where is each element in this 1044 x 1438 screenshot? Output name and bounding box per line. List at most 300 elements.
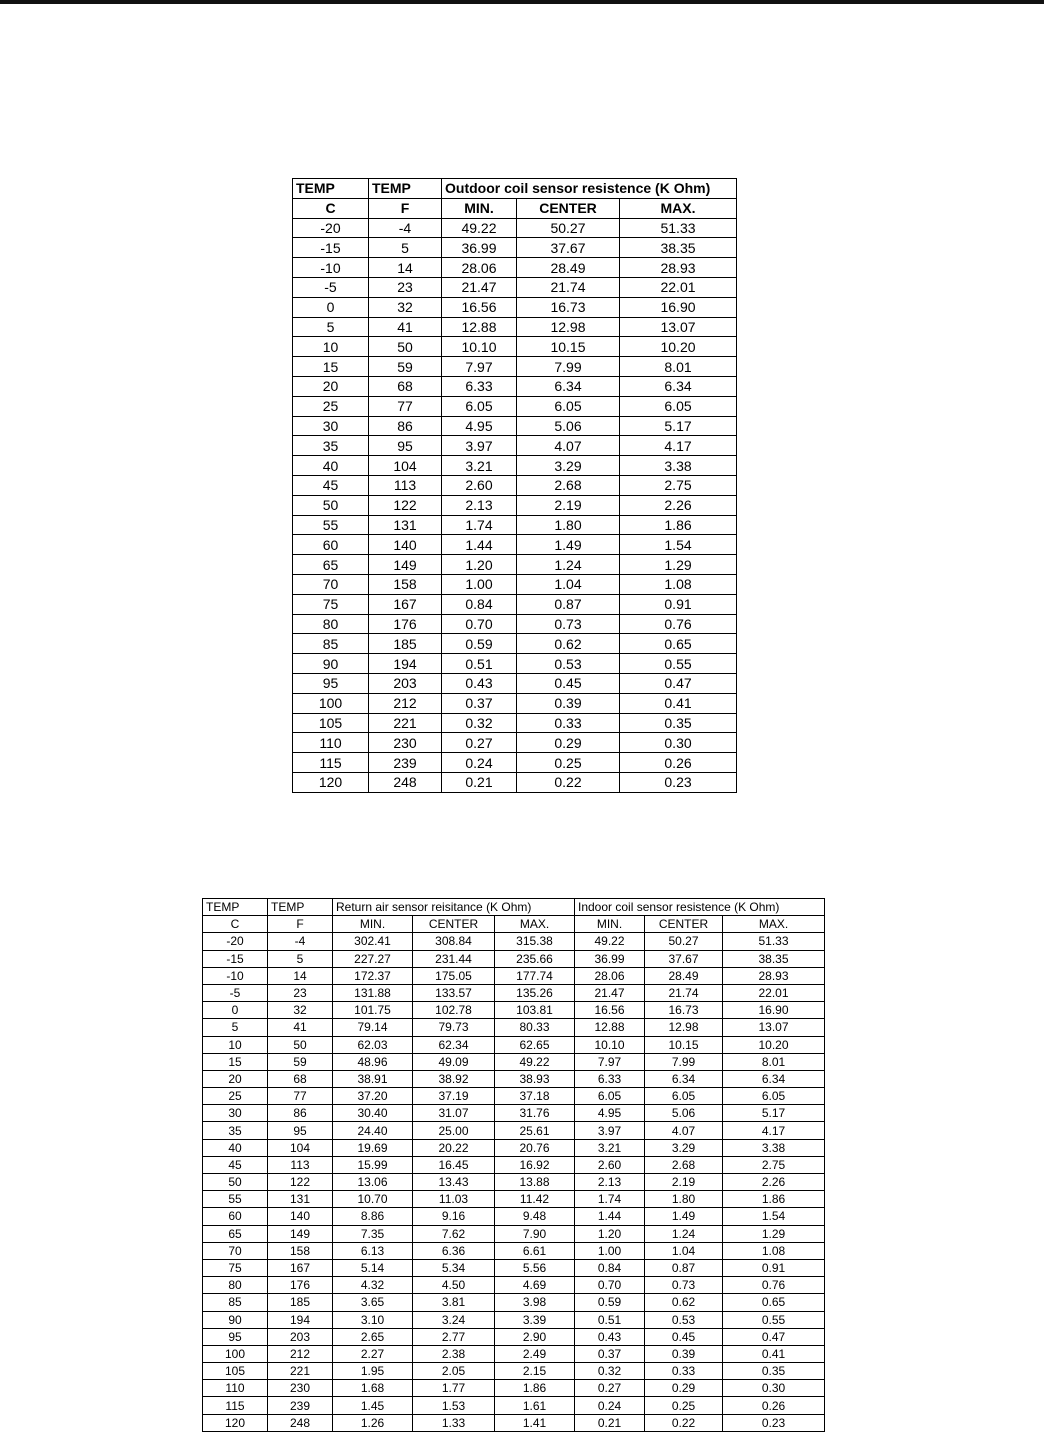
cell-max: 5.17	[620, 416, 737, 436]
cell-indoor-min: 28.06	[575, 967, 645, 984]
cell-temp-c: 5	[203, 1019, 268, 1036]
cell-max: 8.01	[620, 357, 737, 377]
cell-temp-f: 5	[369, 238, 442, 258]
cell-indoor-center: 0.53	[645, 1311, 723, 1328]
cell-indoor-max: 0.41	[723, 1345, 825, 1362]
cell-temp-c: 95	[203, 1328, 268, 1345]
table-row	[203, 1053, 825, 1070]
cell-temp-c: 50	[293, 495, 369, 515]
subheader-f: F	[369, 198, 442, 218]
cell-center: 10.15	[517, 337, 620, 357]
cell-indoor-center: 1.80	[645, 1191, 723, 1208]
cell-temp-f: 113	[369, 475, 442, 495]
cell-indoor-center: 0.73	[645, 1277, 723, 1294]
cell-indoor-center: 4.07	[645, 1122, 723, 1139]
cell-return-max: 37.18	[495, 1088, 575, 1105]
cell-max: 16.90	[620, 297, 737, 317]
cell-temp-c: 25	[293, 396, 369, 416]
cell-return-center: 37.19	[413, 1088, 495, 1105]
cell-temp-f: 14	[268, 967, 333, 984]
cell-indoor-min: 0.21	[575, 1414, 645, 1431]
table-row	[203, 1019, 825, 1036]
cell-return-max: 38.93	[495, 1070, 575, 1087]
cell-temp-c: 90	[293, 654, 369, 674]
cell-temp-c: -15	[293, 238, 369, 258]
cell-center: 0.87	[517, 594, 620, 614]
cell-temp-c: 60	[203, 1208, 268, 1225]
table-row	[203, 1105, 825, 1122]
cell-center: 16.73	[517, 297, 620, 317]
cell-temp-f: 131	[369, 515, 442, 535]
cell-return-min: 4.32	[333, 1277, 413, 1294]
cell-temp-c: 100	[293, 693, 369, 713]
cell-return-min: 5.14	[333, 1259, 413, 1276]
cell-indoor-min: 2.13	[575, 1174, 645, 1191]
cell-max: 0.76	[620, 614, 737, 634]
cell-temp-f: 23	[268, 984, 333, 1001]
cell-temp-c: 120	[203, 1414, 268, 1431]
cell-return-min: 101.75	[333, 1002, 413, 1019]
cell-max: 1.86	[620, 515, 737, 535]
cell-max: 4.17	[620, 436, 737, 456]
cell-indoor-min: 0.59	[575, 1294, 645, 1311]
cell-return-max: 49.22	[495, 1053, 575, 1070]
table-row	[203, 1088, 825, 1105]
cell-return-max: 3.39	[495, 1311, 575, 1328]
cell-indoor-center: 7.99	[645, 1053, 723, 1070]
cell-max: 6.34	[620, 376, 737, 396]
table-row	[203, 1139, 825, 1156]
table-row	[203, 967, 825, 984]
cell-temp-f: 32	[369, 297, 442, 317]
table-row	[293, 555, 737, 575]
cell-indoor-center: 2.19	[645, 1174, 723, 1191]
cell-min: 49.22	[442, 218, 517, 238]
cell-indoor-max: 28.93	[723, 967, 825, 984]
table-row	[293, 495, 737, 515]
cell-indoor-center: 1.24	[645, 1225, 723, 1242]
cell-temp-f: 140	[369, 535, 442, 555]
cell-return-center: 2.77	[413, 1328, 495, 1345]
cell-center: 0.22	[517, 772, 620, 792]
cell-return-min: 172.37	[333, 967, 413, 984]
cell-indoor-center: 0.29	[645, 1380, 723, 1397]
cell-min: 36.99	[442, 238, 517, 258]
cell-return-min: 37.20	[333, 1088, 413, 1105]
cell-indoor-center: 0.22	[645, 1414, 723, 1431]
cell-return-center: 25.00	[413, 1122, 495, 1139]
table-row	[203, 1363, 825, 1380]
cell-temp-f: 113	[268, 1156, 333, 1173]
cell-return-center: 133.57	[413, 984, 495, 1001]
cell-return-min: 3.65	[333, 1294, 413, 1311]
cell-indoor-min: 12.88	[575, 1019, 645, 1036]
cell-temp-c: 40	[203, 1139, 268, 1156]
cell-temp-c: 105	[203, 1363, 268, 1380]
cell-indoor-max: 0.91	[723, 1259, 825, 1276]
cell-indoor-min: 0.70	[575, 1277, 645, 1294]
cell-return-max: 177.74	[495, 967, 575, 984]
cell-temp-f: 77	[268, 1088, 333, 1105]
subheader-c: C	[293, 198, 369, 218]
table-row	[203, 950, 825, 967]
table-row	[293, 693, 737, 713]
cell-temp-c: 65	[293, 555, 369, 575]
cell-temp-f: 149	[369, 555, 442, 575]
cell-temp-c: 15	[293, 357, 369, 377]
cell-indoor-center: 0.62	[645, 1294, 723, 1311]
cell-temp-f: 95	[268, 1122, 333, 1139]
cell-indoor-center: 2.68	[645, 1156, 723, 1173]
cell-center: 0.45	[517, 673, 620, 693]
subheader-c: C	[203, 916, 268, 933]
cell-temp-f: 212	[369, 693, 442, 713]
cell-indoor-min: 0.27	[575, 1380, 645, 1397]
cell-indoor-min: 0.84	[575, 1259, 645, 1276]
cell-return-max: 5.56	[495, 1259, 575, 1276]
return-air-indoor-coil-sensor-table	[202, 898, 825, 1432]
cell-temp-f: 86	[268, 1105, 333, 1122]
cell-return-min: 38.91	[333, 1070, 413, 1087]
cell-return-max: 2.49	[495, 1345, 575, 1362]
table-row	[203, 1036, 825, 1053]
table-row	[293, 654, 737, 674]
cell-indoor-center: 6.05	[645, 1088, 723, 1105]
cell-indoor-center: 0.25	[645, 1397, 723, 1414]
cell-center: 37.67	[517, 238, 620, 258]
cell-temp-f: 158	[369, 574, 442, 594]
table-row	[293, 317, 737, 337]
cell-max: 0.47	[620, 673, 737, 693]
cell-center: 7.99	[517, 357, 620, 377]
table-row	[293, 634, 737, 654]
cell-min: 0.59	[442, 634, 517, 654]
subheader-min: MIN.	[442, 198, 517, 218]
cell-temp-f: 140	[268, 1208, 333, 1225]
cell-return-center: 7.62	[413, 1225, 495, 1242]
table-row	[203, 1242, 825, 1259]
subheader-f: F	[268, 916, 333, 933]
cell-center: 0.39	[517, 693, 620, 713]
cell-temp-f: 248	[268, 1414, 333, 1431]
cell-indoor-min: 0.43	[575, 1328, 645, 1345]
cell-temp-c: 80	[293, 614, 369, 634]
table-row	[293, 376, 737, 396]
cell-temp-c: 45	[293, 475, 369, 495]
cell-max: 1.08	[620, 574, 737, 594]
cell-center: 0.73	[517, 614, 620, 634]
cell-temp-f: 32	[268, 1002, 333, 1019]
cell-indoor-max: 0.76	[723, 1277, 825, 1294]
cell-center: 12.98	[517, 317, 620, 337]
cell-return-center: 38.92	[413, 1070, 495, 1087]
cell-min: 1.00	[442, 574, 517, 594]
cell-center: 0.53	[517, 654, 620, 674]
cell-return-center: 13.43	[413, 1174, 495, 1191]
cell-temp-c: 55	[203, 1191, 268, 1208]
cell-max: 1.54	[620, 535, 737, 555]
table-row	[293, 772, 737, 792]
cell-max: 0.30	[620, 733, 737, 753]
cell-center: 1.04	[517, 574, 620, 594]
cell-indoor-max: 0.26	[723, 1397, 825, 1414]
cell-return-center: 231.44	[413, 950, 495, 967]
cell-temp-c: 30	[293, 416, 369, 436]
table-row	[293, 594, 737, 614]
cell-min: 2.13	[442, 495, 517, 515]
cell-indoor-min: 1.20	[575, 1225, 645, 1242]
cell-temp-f: 203	[369, 673, 442, 693]
table-row	[203, 1311, 825, 1328]
cell-indoor-max: 1.54	[723, 1208, 825, 1225]
cell-min: 0.43	[442, 673, 517, 693]
cell-return-max: 25.61	[495, 1122, 575, 1139]
cell-return-min: 1.95	[333, 1363, 413, 1380]
cell-return-min: 13.06	[333, 1174, 413, 1191]
cell-indoor-min: 0.51	[575, 1311, 645, 1328]
table-row	[293, 337, 737, 357]
cell-indoor-min: 1.44	[575, 1208, 645, 1225]
cell-temp-c: 20	[203, 1070, 268, 1087]
cell-indoor-max: 6.34	[723, 1070, 825, 1087]
cell-temp-c: 60	[293, 535, 369, 555]
cell-temp-f: 158	[268, 1242, 333, 1259]
cell-temp-f: 68	[369, 376, 442, 396]
cell-return-min: 2.65	[333, 1328, 413, 1345]
cell-center: 28.49	[517, 258, 620, 278]
cell-return-max: 2.15	[495, 1363, 575, 1380]
cell-return-center: 2.38	[413, 1345, 495, 1362]
cell-temp-c: 0	[293, 297, 369, 317]
cell-return-max: 4.69	[495, 1277, 575, 1294]
cell-return-max: 315.38	[495, 933, 575, 950]
cell-indoor-center: 37.67	[645, 950, 723, 967]
cell-return-min: 10.70	[333, 1191, 413, 1208]
cell-center: 2.19	[517, 495, 620, 515]
cell-indoor-max: 1.08	[723, 1242, 825, 1259]
cell-indoor-max: 8.01	[723, 1053, 825, 1070]
cell-temp-c: 30	[203, 1105, 268, 1122]
cell-return-max: 1.61	[495, 1397, 575, 1414]
cell-center: 1.49	[517, 535, 620, 555]
cell-indoor-max: 5.17	[723, 1105, 825, 1122]
cell-return-max: 16.92	[495, 1156, 575, 1173]
table-row	[203, 1414, 825, 1431]
cell-min: 7.97	[442, 357, 517, 377]
cell-return-max: 31.76	[495, 1105, 575, 1122]
cell-indoor-min: 49.22	[575, 933, 645, 950]
cell-temp-f: 239	[268, 1397, 333, 1414]
cell-return-min: 1.26	[333, 1414, 413, 1431]
table-row	[293, 713, 737, 733]
cell-indoor-min: 7.97	[575, 1053, 645, 1070]
cell-indoor-center: 5.06	[645, 1105, 723, 1122]
cell-max: 0.26	[620, 753, 737, 773]
table-row	[293, 218, 737, 238]
cell-return-min: 1.68	[333, 1380, 413, 1397]
cell-max: 0.41	[620, 693, 737, 713]
cell-return-max: 1.86	[495, 1380, 575, 1397]
table-row	[293, 535, 737, 555]
cell-temp-c: 70	[203, 1242, 268, 1259]
cell-return-max: 13.88	[495, 1174, 575, 1191]
cell-center: 50.27	[517, 218, 620, 238]
cell-indoor-max: 2.75	[723, 1156, 825, 1173]
table-row	[293, 515, 737, 535]
cell-return-min: 131.88	[333, 984, 413, 1001]
table-row	[293, 475, 737, 495]
cell-indoor-min: 10.10	[575, 1036, 645, 1053]
table-header-row	[203, 899, 825, 916]
cell-indoor-center: 50.27	[645, 933, 723, 950]
cell-center: 1.80	[517, 515, 620, 535]
cell-temp-f: 41	[268, 1019, 333, 1036]
cell-return-center: 79.73	[413, 1019, 495, 1036]
cell-temp-c: 65	[203, 1225, 268, 1242]
table-row	[293, 733, 737, 753]
cell-indoor-center: 0.39	[645, 1345, 723, 1362]
header-temp-f: TEMP	[369, 179, 442, 199]
cell-temp-f: 221	[369, 713, 442, 733]
cell-min: 12.88	[442, 317, 517, 337]
table-row	[203, 1345, 825, 1362]
cell-indoor-max: 51.33	[723, 933, 825, 950]
cell-indoor-max: 0.30	[723, 1380, 825, 1397]
cell-temp-c: 95	[293, 673, 369, 693]
table-row	[203, 1397, 825, 1414]
cell-return-center: 11.03	[413, 1191, 495, 1208]
cell-max: 0.91	[620, 594, 737, 614]
cell-temp-c: -20	[203, 933, 268, 950]
cell-max: 0.35	[620, 713, 737, 733]
cell-indoor-max: 0.47	[723, 1328, 825, 1345]
cell-max: 28.93	[620, 258, 737, 278]
cell-indoor-min: 1.74	[575, 1191, 645, 1208]
cell-temp-f: 23	[369, 277, 442, 297]
table-row	[293, 753, 737, 773]
cell-indoor-center: 12.98	[645, 1019, 723, 1036]
cell-temp-c: 85	[293, 634, 369, 654]
cell-return-center: 49.09	[413, 1053, 495, 1070]
cell-center: 21.74	[517, 277, 620, 297]
cell-min: 0.21	[442, 772, 517, 792]
cell-indoor-center: 28.49	[645, 967, 723, 984]
cell-max: 51.33	[620, 218, 737, 238]
cell-temp-f: -4	[268, 933, 333, 950]
cell-center: 2.68	[517, 475, 620, 495]
cell-temp-c: 115	[203, 1397, 268, 1414]
cell-indoor-min: 36.99	[575, 950, 645, 967]
cell-center: 0.62	[517, 634, 620, 654]
cell-temp-c: 10	[203, 1036, 268, 1053]
table-row	[293, 258, 737, 278]
cell-return-center: 1.77	[413, 1380, 495, 1397]
cell-return-max: 103.81	[495, 1002, 575, 1019]
subheader-indoor-min: MIN.	[575, 916, 645, 933]
table-subheader-row	[293, 198, 737, 218]
cell-indoor-max: 0.35	[723, 1363, 825, 1380]
cell-return-min: 48.96	[333, 1053, 413, 1070]
cell-return-max: 20.76	[495, 1139, 575, 1156]
cell-min: 6.05	[442, 396, 517, 416]
cell-temp-f: 59	[268, 1053, 333, 1070]
cell-return-min: 1.45	[333, 1397, 413, 1414]
cell-indoor-center: 6.34	[645, 1070, 723, 1087]
cell-temp-c: 90	[203, 1311, 268, 1328]
cell-min: 0.51	[442, 654, 517, 674]
cell-temp-f: 149	[268, 1225, 333, 1242]
cell-temp-f: 68	[268, 1070, 333, 1087]
table-row	[203, 1122, 825, 1139]
cell-min: 1.44	[442, 535, 517, 555]
cell-return-min: 7.35	[333, 1225, 413, 1242]
cell-temp-f: 50	[268, 1036, 333, 1053]
table-row	[203, 1070, 825, 1087]
table-row	[293, 436, 737, 456]
table-row	[293, 574, 737, 594]
subheader-center: CENTER	[517, 198, 620, 218]
table-row	[293, 614, 737, 634]
cell-temp-c: -5	[293, 277, 369, 297]
cell-indoor-max: 0.23	[723, 1414, 825, 1431]
cell-temp-f: 194	[369, 654, 442, 674]
cell-indoor-center: 21.74	[645, 984, 723, 1001]
table-row	[293, 673, 737, 693]
cell-min: 0.27	[442, 733, 517, 753]
header-temp-c: TEMP	[203, 899, 268, 916]
outdoor-coil-sensor-table	[292, 178, 737, 793]
cell-min: 0.24	[442, 753, 517, 773]
cell-return-center: 31.07	[413, 1105, 495, 1122]
cell-temp-f: 131	[268, 1191, 333, 1208]
cell-indoor-min: 0.37	[575, 1345, 645, 1362]
cell-temp-c: -10	[293, 258, 369, 278]
cell-max: 13.07	[620, 317, 737, 337]
cell-return-center: 62.34	[413, 1036, 495, 1053]
cell-temp-c: 25	[203, 1088, 268, 1105]
cell-return-max: 80.33	[495, 1019, 575, 1036]
cell-return-center: 3.81	[413, 1294, 495, 1311]
table-row	[293, 238, 737, 258]
subheader-return-center: CENTER	[413, 916, 495, 933]
cell-max: 1.29	[620, 555, 737, 575]
cell-min: 10.10	[442, 337, 517, 357]
table-row	[293, 277, 737, 297]
cell-indoor-min: 6.05	[575, 1088, 645, 1105]
cell-temp-c: 110	[203, 1380, 268, 1397]
cell-indoor-max: 38.35	[723, 950, 825, 967]
subheader-return-min: MIN.	[333, 916, 413, 933]
cell-indoor-min: 0.32	[575, 1363, 645, 1380]
cell-return-min: 19.69	[333, 1139, 413, 1156]
cell-max: 0.65	[620, 634, 737, 654]
cell-return-center: 175.05	[413, 967, 495, 984]
cell-return-min: 30.40	[333, 1105, 413, 1122]
cell-return-center: 16.45	[413, 1156, 495, 1173]
table-row	[203, 1328, 825, 1345]
cell-temp-f: 41	[369, 317, 442, 337]
cell-temp-c: 10	[293, 337, 369, 357]
cell-indoor-min: 4.95	[575, 1105, 645, 1122]
cell-max: 2.75	[620, 475, 737, 495]
cell-indoor-center: 0.87	[645, 1259, 723, 1276]
cell-indoor-max: 16.90	[723, 1002, 825, 1019]
cell-temp-f: -4	[369, 218, 442, 238]
cell-min: 1.20	[442, 555, 517, 575]
cell-indoor-max: 6.05	[723, 1088, 825, 1105]
cell-temp-c: 35	[293, 436, 369, 456]
cell-temp-f: 122	[268, 1174, 333, 1191]
